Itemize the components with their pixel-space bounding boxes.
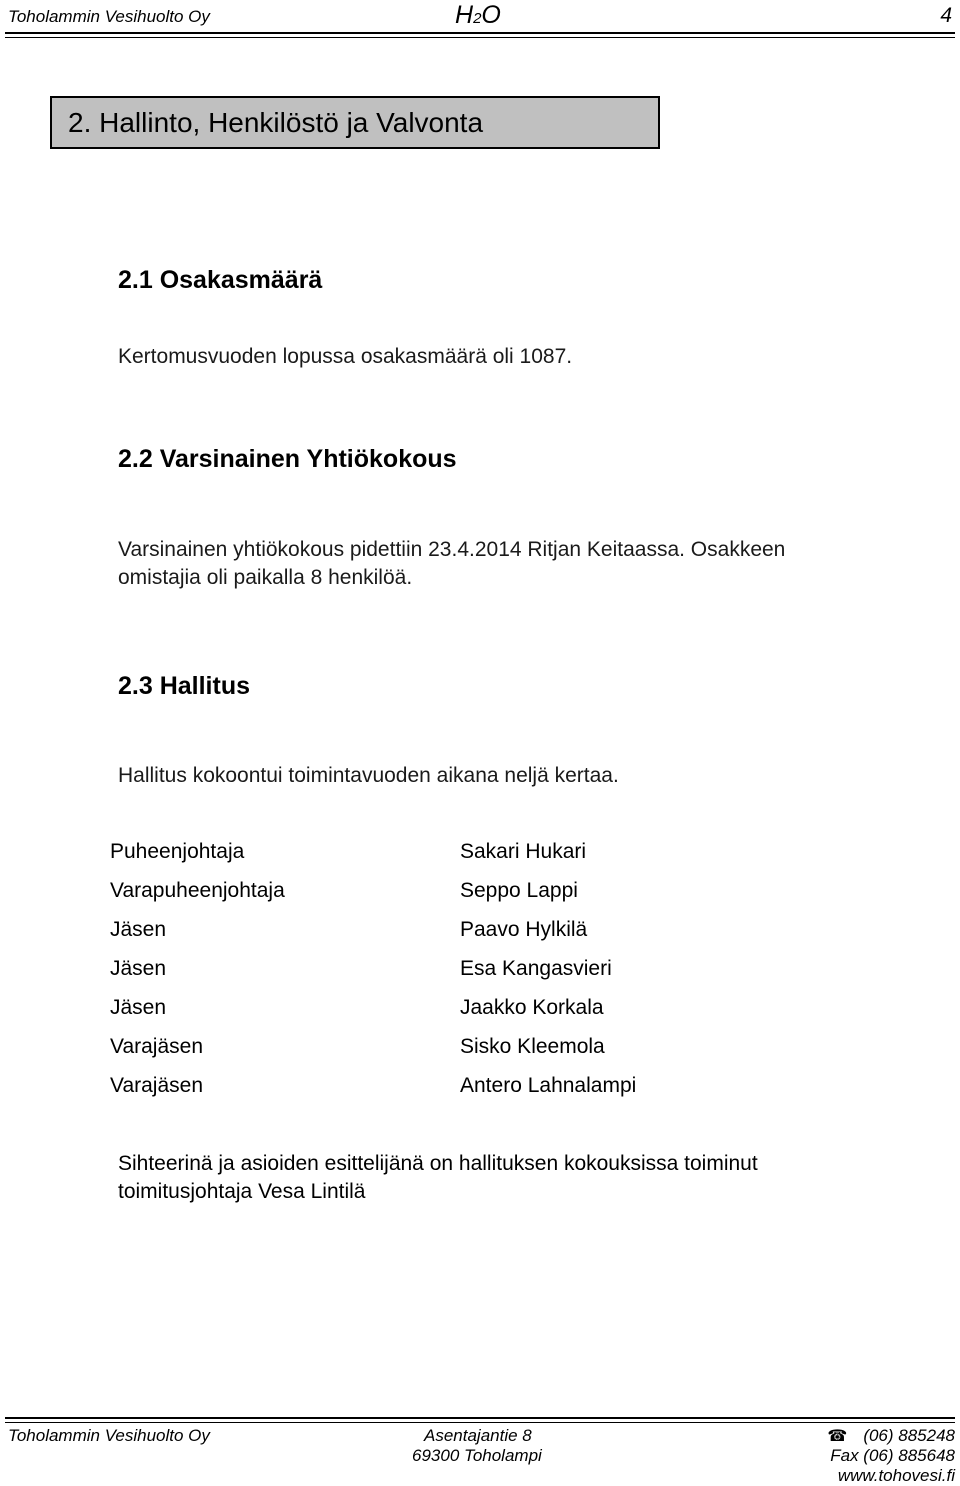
secretary-note-line: toimitusjohtaja Vesa Lintilä <box>118 1180 366 1203</box>
board-row <box>110 1035 730 1074</box>
header-rule <box>5 32 955 34</box>
board-member-name: Antero Lahnalampi <box>460 1074 637 1097</box>
board-member-name: Jaakko Korkala <box>460 996 604 1019</box>
board-row <box>110 840 730 879</box>
h2o-logo: H2O <box>455 1 501 29</box>
board-role: Varapuheenjohtaja <box>110 879 285 902</box>
section-heading-hallitus: 2.3 Hallitus <box>118 672 250 700</box>
section-heading-yhtiokokous: 2.2 Varsinainen Yhtiökokous <box>118 445 457 473</box>
footer-rule-thin <box>5 1422 955 1423</box>
board-role: Jäsen <box>110 918 167 941</box>
chapter-title-box <box>50 96 660 149</box>
footer-fax: Fax (06) 885648 <box>830 1446 955 1465</box>
footer-company: Toholammin Vesihuolto Oy <box>8 1426 210 1445</box>
section-text: Varsinainen yhtiökokous pidettiin 23.4.2014 Ritjan Keitaassa. Osakkeen <box>118 538 786 561</box>
board-member-name: Seppo Lappi <box>460 879 578 902</box>
board-row <box>110 879 730 918</box>
section-text: Kertomusvuoden lopussa osakasmäärä oli 1087. <box>118 345 573 368</box>
board-member-name: Sisko Kleemola <box>460 1035 605 1058</box>
board-member-name: Esa Kangasvieri <box>460 957 612 980</box>
telephone-icon: ☎ <box>827 1428 848 1445</box>
secretary-note-line: Sihteerinä ja asioiden esittelijänä on hallituksen kokouksissa toiminut <box>118 1152 758 1175</box>
section-text: omistajia oli paikalla 8 henkilöä. <box>118 566 413 589</box>
section-heading-osakasmaara: 2.1 Osakasmäärä <box>118 266 323 294</box>
footer-rule <box>5 1417 955 1419</box>
footer-street: Asentajantie 8 <box>424 1426 532 1445</box>
board-role: Jäsen <box>110 957 167 980</box>
header-rule-thin <box>5 37 955 38</box>
board-role: Varajäsen <box>110 1035 204 1058</box>
footer-phone: ☎ (06) 885248 <box>827 1426 955 1445</box>
board-role: Varajäsen <box>110 1074 204 1097</box>
board-role: Puheenjohtaja <box>110 840 245 863</box>
footer-postal: 69300 Toholampi <box>412 1446 542 1465</box>
header-company: Toholammin Vesihuolto Oy <box>8 7 210 26</box>
board-members-table <box>110 840 730 1113</box>
board-member-name: Sakari Hukari <box>460 840 587 863</box>
section-text: Hallitus kokoontui toimintavuoden aikana neljä kertaa. <box>118 764 619 787</box>
footer-website: www.tohovesi.fi <box>837 1466 955 1485</box>
board-row <box>110 996 730 1035</box>
board-row <box>110 957 730 996</box>
board-member-name: Paavo Hylkilä <box>460 918 588 941</box>
board-row <box>110 918 730 957</box>
board-role: Jäsen <box>110 996 167 1019</box>
page-number: 4 <box>940 4 952 27</box>
chapter-title: 2. Hallinto, Henkilöstö ja Valvonta <box>68 107 484 138</box>
board-row <box>110 1074 730 1113</box>
